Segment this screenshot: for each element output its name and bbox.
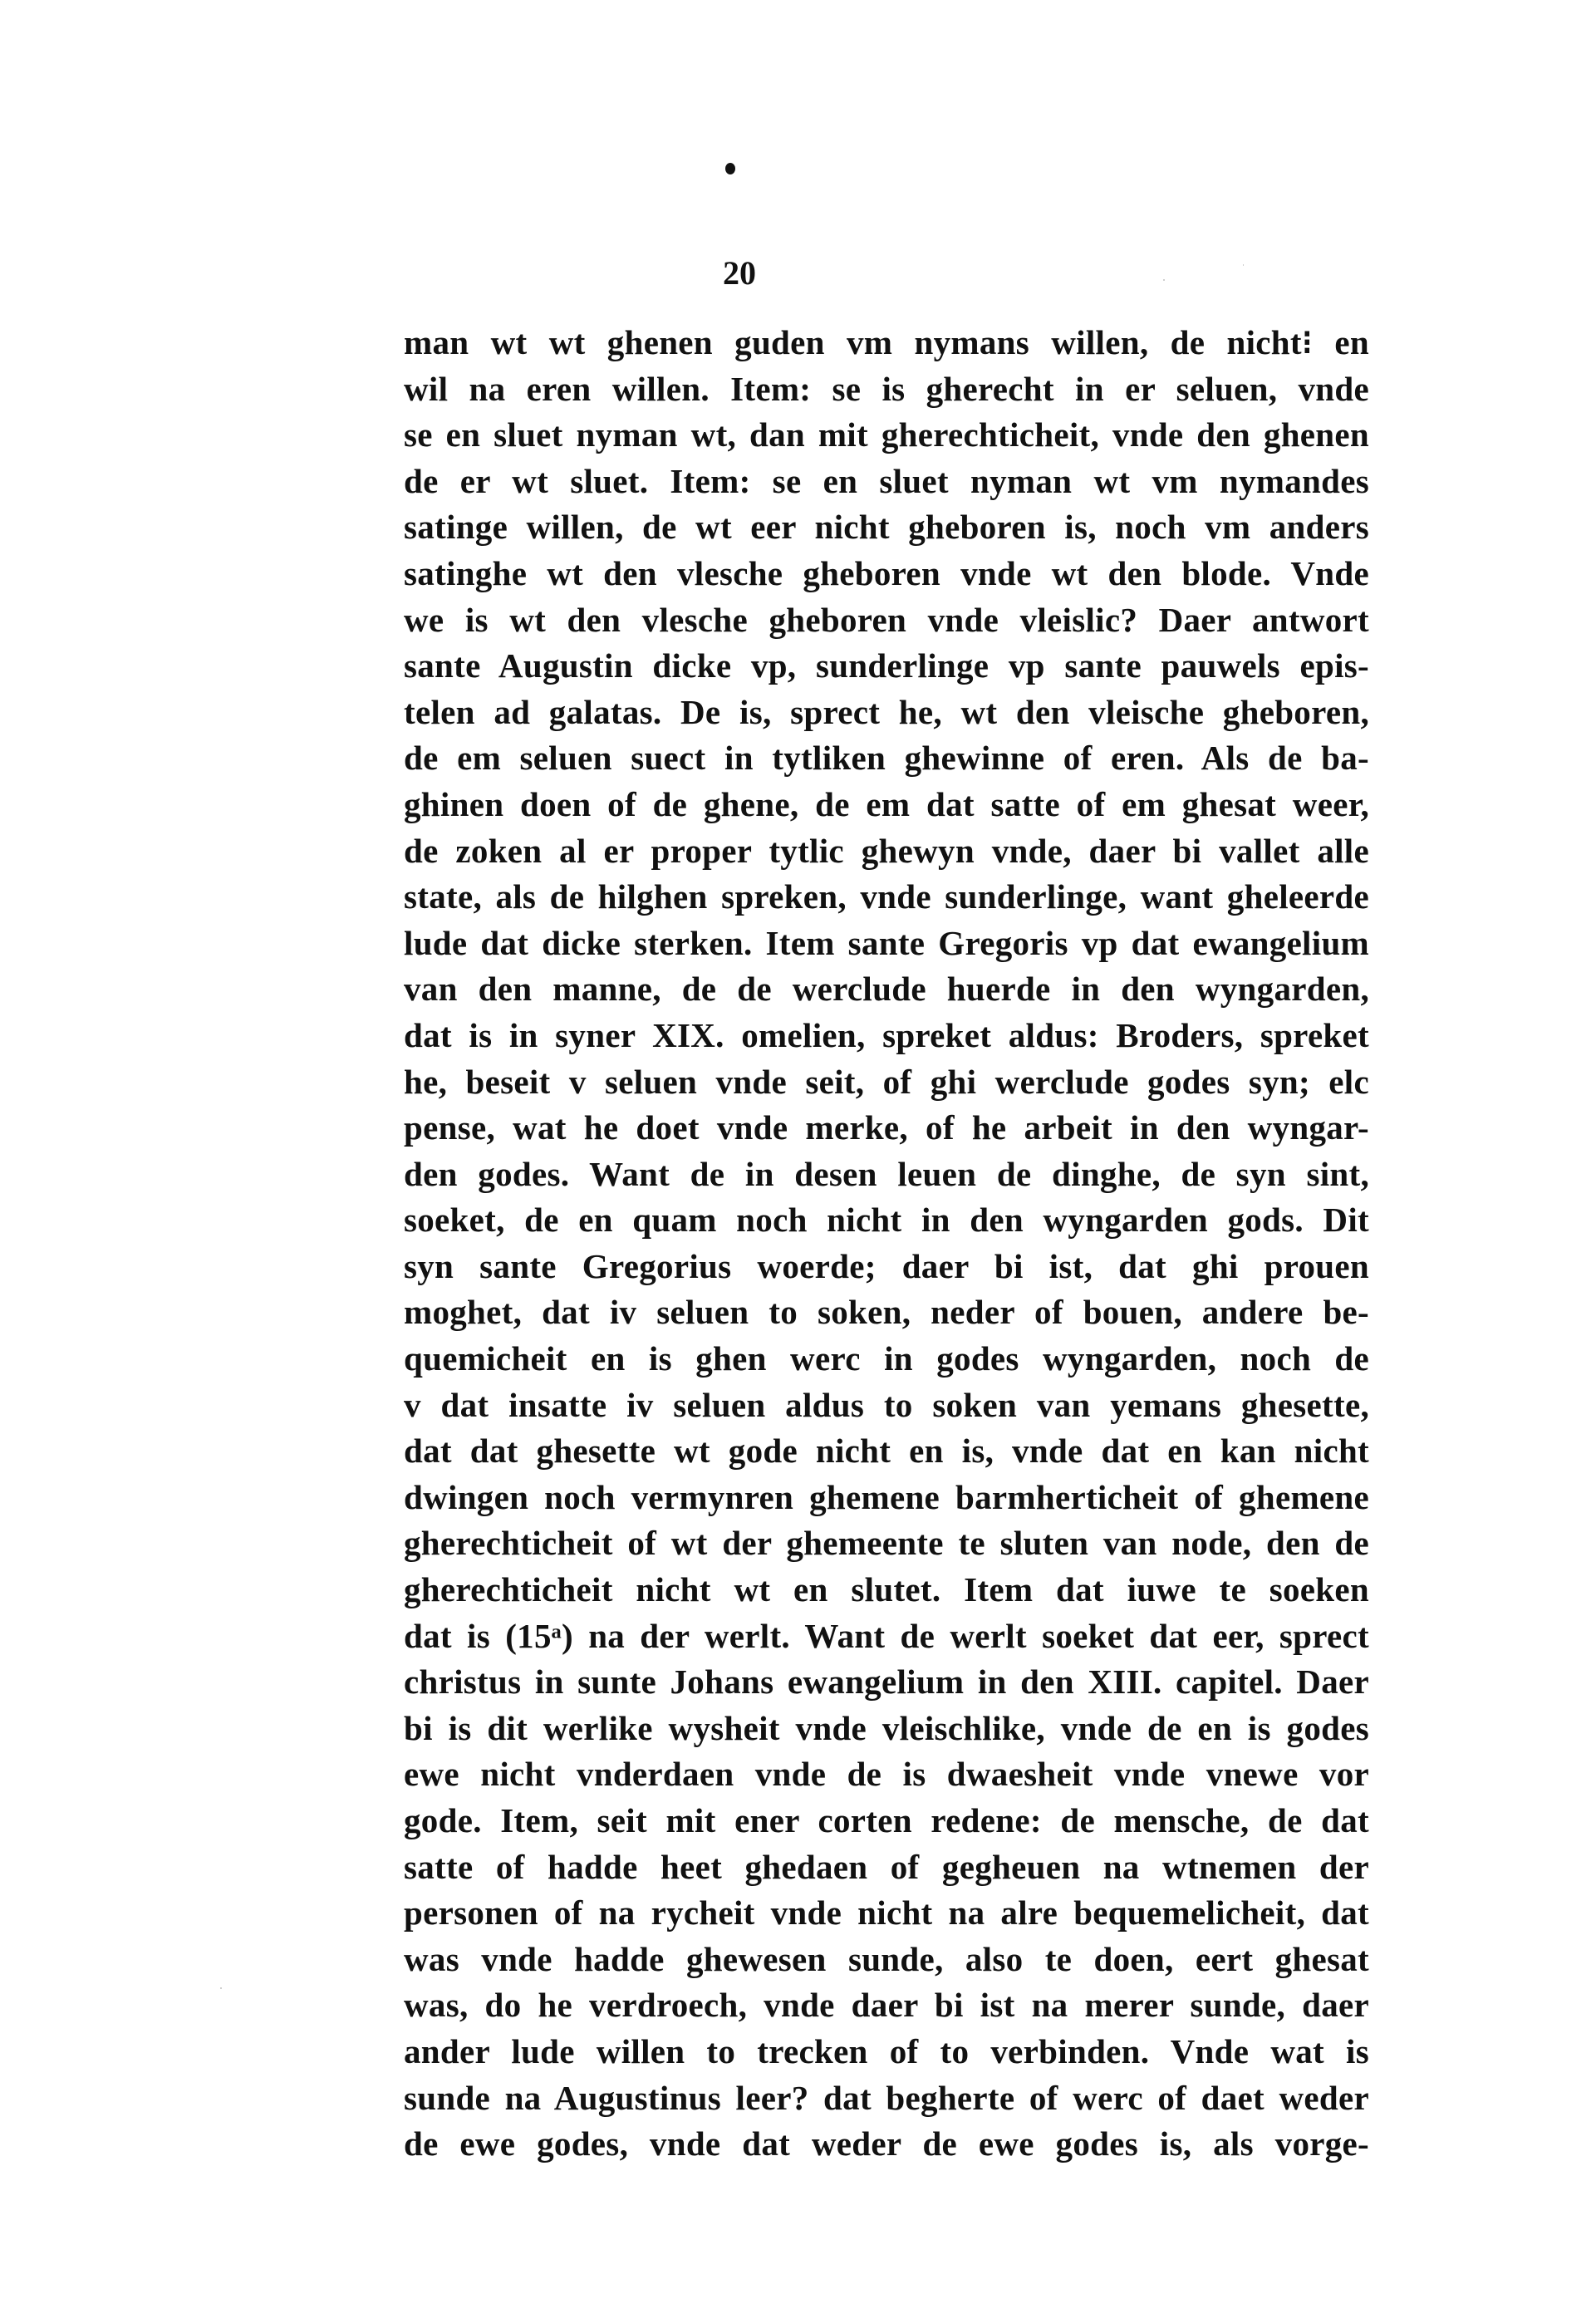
text-line: sante Augustin dicke vp, sunderlinge vp sante pauwels epis- (404, 646, 1369, 685)
text-line: de er wt sluet. Item: se en sluet nyman wt vm nymandes (404, 461, 1369, 500)
text-line: den godes. Want de in desen leuen de dinghe, de syn sint, (404, 1154, 1369, 1193)
text-line: ghinen doen of de ghene, de em dat satte of em ghesat weer, (404, 784, 1369, 823)
text-line: syn sante Gregorius woerde; daer bi ist, dat ghi prouen (404, 1246, 1369, 1285)
text-line: pense, wat he doet vnde merke, of he arbeit in den wyngar- (404, 1108, 1369, 1147)
text-line: dwingen noch vermynren ghemene barmherticheit of ghemene (404, 1477, 1369, 1516)
ink-speck (725, 163, 735, 174)
text-line: telen ad galatas. De is, sprect he, wt den vleische gheboren, (404, 692, 1369, 731)
text-line: man wt wt ghenen guden vm nymans willen, de nicht⁝ en (404, 323, 1369, 361)
text-line: moghet, dat iv seluen to soken, neder of bouen, andere be- (404, 1293, 1369, 1332)
text-line: satinghe wt den vlesche gheboren vnde wt den blode. Vnde (404, 553, 1369, 592)
text-line: de zoken al er proper tytlic ghewyn vnde, daer bi vallet alle (404, 831, 1369, 870)
scan-dust (220, 1987, 222, 1989)
page-number: 20 (723, 254, 756, 292)
scan-dust (1243, 264, 1244, 266)
text-line: van den manne, de de werclude huerde in den wyngarden, (404, 970, 1369, 1009)
text-line: dat is in syner XIX. omelien, spreket aldus: Broders, spreket (404, 1015, 1369, 1054)
text-line: wil na eren willen. Item: se is gherecht in er seluen, vnde (404, 369, 1369, 408)
text-line: de em seluen suect in tytliken ghewinne of eren. Als de ba- (404, 739, 1369, 778)
text-line: lude dat dicke sterken. Item sante Gregoris vp dat ewangelium (404, 923, 1369, 962)
text-line: dat is (15ᵃ) na der werlt. Want de werlt soeket dat eer, sprect (404, 1616, 1369, 1655)
text-line: personen of na rycheit vnde nicht na alre bequemelicheit, dat (404, 1893, 1369, 1933)
text-line: se en sluet nyman wt, dan mit gherechticheit, vnde den ghenen (404, 415, 1369, 454)
text-line: gherechticheit nicht wt en slutet. Item dat iuwe te soeken (404, 1570, 1369, 1609)
text-line: de ewe godes, vnde dat weder de ewe godes is, als vorge- (404, 2124, 1369, 2163)
text-line: gherechticheit of wt der ghemeente te sluten van node, den de (404, 1524, 1369, 1563)
text-line: he, beseit v seluen vnde seit, of ghi werclude godes syn; elc (404, 1062, 1369, 1101)
text-line: gode. Item, seit mit ener corten redene: de mensche, de dat (404, 1801, 1369, 1839)
text-line: sunde na Augustinus leer? dat begherte of werc of daet weder (404, 2078, 1369, 2117)
text-line: quemicheit en is ghen werc in godes wyngarden, noch de (404, 1339, 1369, 1378)
body-text (404, 320, 1369, 2168)
text-line: soeket, de en quam noch nicht in den wyngarden gods. Dit (404, 1201, 1369, 1240)
text-line: ander lude willen to trecken of to verbinden. Vnde wat is (404, 2031, 1369, 2070)
text-line: we is wt den vlesche gheboren vnde vleislic? Daer antwort (404, 600, 1369, 639)
text-line: bi is dit werlike wysheit vnde vleischlike, vnde de en is godes (404, 1708, 1369, 1747)
text-line: ewe nicht vnderdaen vnde de is dwaesheit vnde vnewe vor (404, 1755, 1369, 1794)
scan-dust (1163, 279, 1165, 281)
text-line: was vnde hadde ghewesen sunde, also te doen, eert ghesat (404, 1939, 1369, 1978)
text-line: dat dat ghesette wt gode nicht en is, vnde dat en kan nicht (404, 1432, 1369, 1471)
text-line: was, do he verdroech, vnde daer bi ist na merer sunde, daer (404, 1986, 1369, 2025)
text-line: christus in sunte Johans ewangelium in den XIII. capitel. Daer (404, 1662, 1369, 1702)
text-line: satinge willen, de wt eer nicht gheboren is, noch vm anders (404, 508, 1369, 547)
text-line: state, als de hilghen spreken, vnde sunderlinge, want gheleerde (404, 877, 1369, 916)
text-line: satte of hadde heet ghedaen of gegheuen na wtnemen der (404, 1847, 1369, 1886)
text-line: v dat insatte iv seluen aldus to soken van yemans ghesette, (404, 1385, 1369, 1424)
